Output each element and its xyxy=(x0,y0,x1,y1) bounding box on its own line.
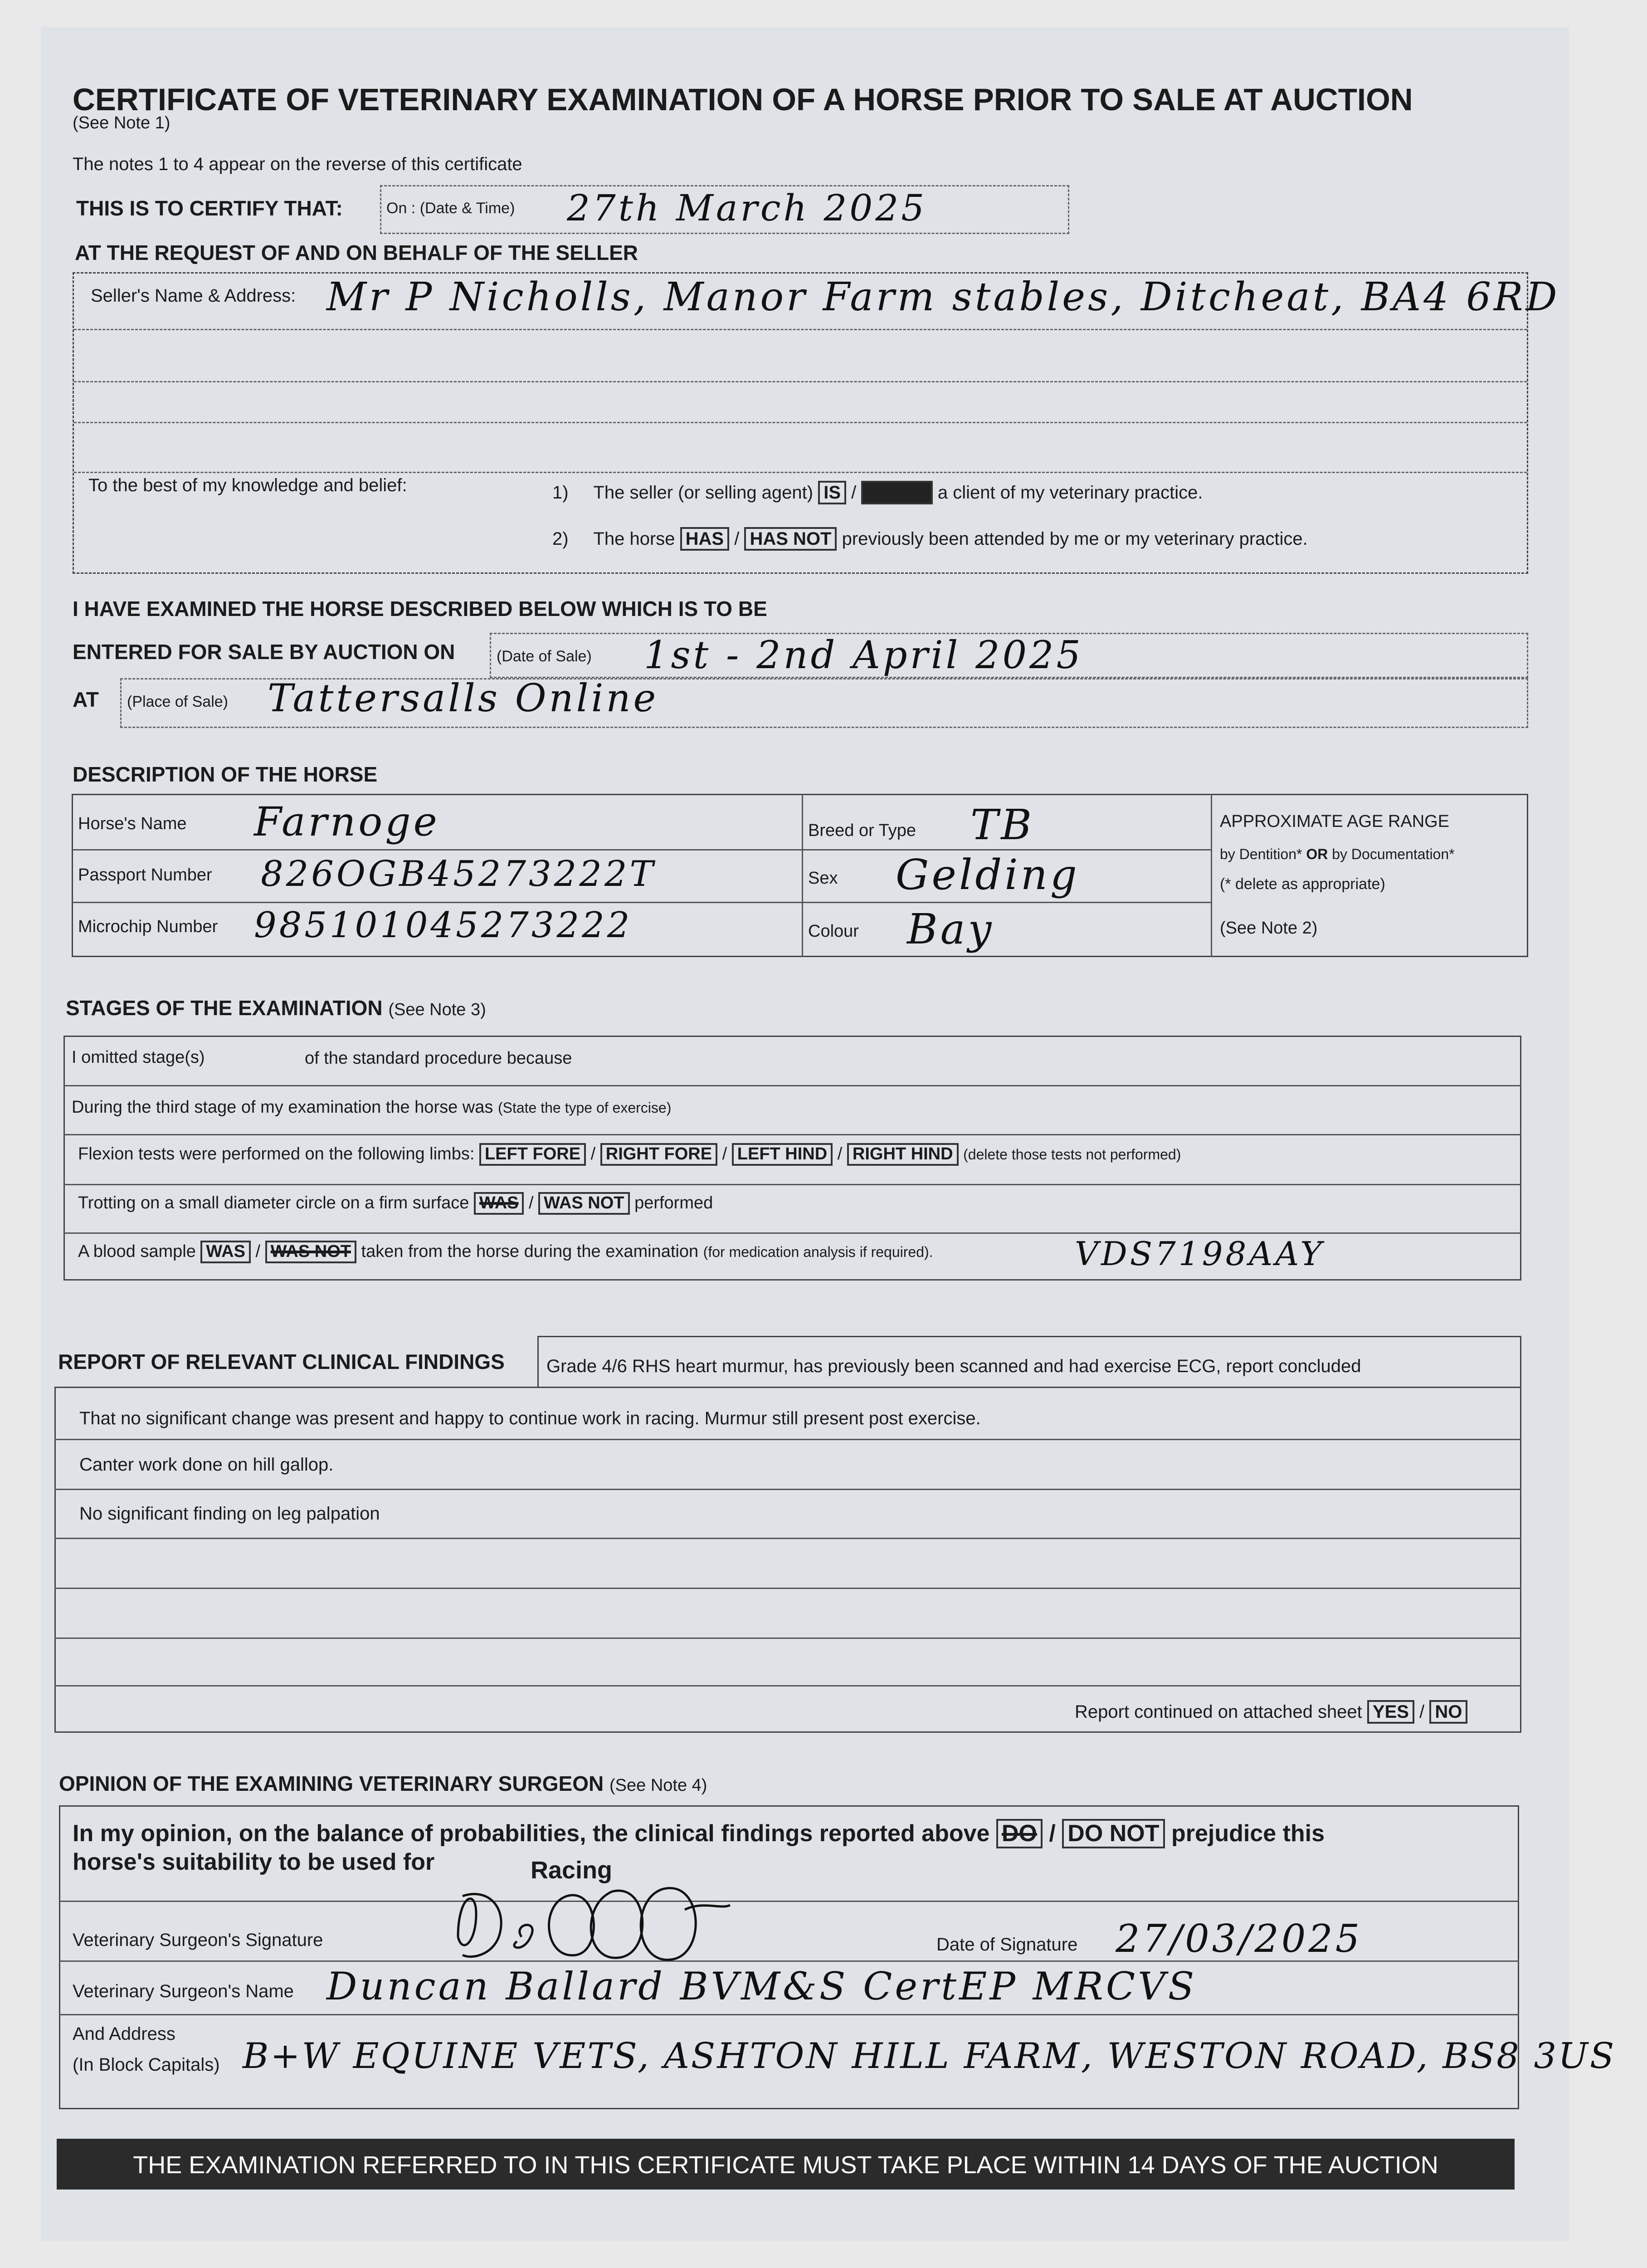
flexion-text: Flexion tests were performed on the following limbs: xyxy=(78,1144,475,1163)
horse-name-label: Horse's Name xyxy=(78,814,187,833)
left-hind-option[interactable]: LEFT HIND xyxy=(732,1143,833,1166)
sale-place-value: Tattersalls Online xyxy=(268,676,659,720)
stages-heading xyxy=(66,996,486,1020)
blood-slash: / xyxy=(255,1242,261,1261)
horse-name-value: Farnoge xyxy=(254,798,440,845)
opinion-slash: / xyxy=(1049,1820,1056,1847)
description-row-line-2 xyxy=(72,902,1211,903)
passport-label: Passport Number xyxy=(78,865,212,885)
opinion-text-c: horse's suitability to be used for xyxy=(73,1849,435,1875)
sale-place-label: (Place of Sale) xyxy=(127,693,228,710)
blood-text: A blood sample xyxy=(78,1242,196,1261)
knowledge-item1 xyxy=(552,481,1203,504)
stages-note: (See Note 3) xyxy=(388,1000,486,1019)
horse-has-not-option[interactable]: HAS NOT xyxy=(744,527,837,551)
blood-was-not-option[interactable]: WAS NOT xyxy=(265,1241,356,1263)
stages-line-2 xyxy=(63,1134,1521,1135)
sale-date-label: (Date of Sale) xyxy=(497,648,592,665)
left-fore-option[interactable]: LEFT FORE xyxy=(479,1143,586,1166)
passport-value: 826OGB45273222T xyxy=(261,854,656,894)
notes-reverse-line: The notes 1 to 4 appear on the reverse of this certificate xyxy=(73,154,522,174)
entered-label: ENTERED FOR SALE BY AUCTION ON xyxy=(73,640,455,664)
findings-rule-2 xyxy=(54,1489,1521,1490)
blood-was-option[interactable]: WAS xyxy=(200,1241,251,1263)
sex-label: Sex xyxy=(808,869,838,888)
opinion-do-option[interactable]: DO xyxy=(996,1819,1043,1848)
age-delete-note: (* delete as appropriate) xyxy=(1220,875,1385,893)
vet-signature xyxy=(449,1869,739,1969)
flexion-slash-1: / xyxy=(590,1144,596,1163)
microchip-label: Microchip Number xyxy=(78,917,218,936)
age-documentation[interactable]: by Documentation* xyxy=(1332,846,1455,862)
trot-line xyxy=(78,1192,713,1215)
trot-text: Trotting on a small diameter circle on a firm surface xyxy=(78,1193,469,1212)
age-method xyxy=(1220,846,1455,863)
report-continued xyxy=(1075,1700,1467,1724)
description-divider-1 xyxy=(802,794,803,957)
findings-line-4: No significant finding on leg palpation xyxy=(79,1504,380,1524)
certify-label: THIS IS TO CERTIFY THAT: xyxy=(76,196,343,220)
item1-slash: / xyxy=(851,483,857,503)
stages-line-1 xyxy=(63,1085,1521,1086)
report-continued-label: Report continued on attached sheet xyxy=(1075,1702,1362,1722)
seller-line-4 xyxy=(74,472,1527,473)
continued-no-option[interactable]: NO xyxy=(1429,1700,1467,1724)
horse-has-option[interactable]: HAS xyxy=(680,527,729,551)
item1-pre: The seller (or selling agent) xyxy=(593,483,814,503)
third-stage-note: (State the type of exercise) xyxy=(497,1100,672,1116)
opinion-do-not-option[interactable]: DO NOT xyxy=(1062,1819,1165,1848)
trot-was-option[interactable]: WAS xyxy=(474,1192,524,1215)
stages-line-4 xyxy=(63,1232,1521,1234)
opinion-rule-1 xyxy=(59,1901,1519,1902)
right-hind-option[interactable]: RIGHT HIND xyxy=(847,1143,959,1166)
date-sig-label: Date of Signature xyxy=(936,1935,1078,1955)
examined-line: I HAVE EXAMINED THE HORSE DESCRIBED BELOW WHICH IS TO BE xyxy=(73,597,767,621)
address-label-2: (In Block Capitals) xyxy=(73,2055,220,2075)
item2-post: previously been attended by me or my veterinary practice. xyxy=(842,529,1308,549)
vet-name-label: Veterinary Surgeon's Name xyxy=(73,1981,294,2001)
right-fore-option[interactable]: RIGHT FORE xyxy=(600,1143,717,1166)
omitted-label: I omitted stage(s) xyxy=(72,1048,205,1067)
stages-title: STAGES OF THE EXAMINATION xyxy=(66,996,383,1020)
colour-label: Colour xyxy=(808,922,859,941)
vet-name-value: Duncan Ballard BVM&S CertEP MRCVS xyxy=(326,1964,1197,2009)
trot-was-not-option[interactable]: WAS NOT xyxy=(538,1192,629,1215)
stages-line-3 xyxy=(63,1184,1521,1185)
age-see-note: (See Note 2) xyxy=(1220,919,1318,938)
third-stage-line xyxy=(72,1098,671,1117)
seller-value: Mr P Nicholls, Manor Farm stables, Ditcheat, BA4 6RD xyxy=(326,274,1560,320)
flexion-note: (delete those tests not performed) xyxy=(963,1146,1181,1163)
description-heading: DESCRIPTION OF THE HORSE xyxy=(73,763,378,786)
findings-rule-5 xyxy=(54,1637,1521,1639)
flexion-slash-3: / xyxy=(837,1144,843,1163)
opinion-rule-3 xyxy=(59,2014,1519,2015)
age-or: OR xyxy=(1306,846,1328,862)
exam-date-label: On : (Date & Time) xyxy=(386,200,515,217)
findings-rule-3 xyxy=(54,1538,1521,1539)
seller-line-3 xyxy=(74,422,1527,423)
findings-line-3: Canter work done on hill gallop. xyxy=(79,1455,334,1475)
item2-pre: The horse xyxy=(593,529,675,549)
client-is-not-option[interactable]: IS NOT xyxy=(861,481,932,504)
seller-label: Seller's Name & Address: xyxy=(91,286,296,306)
item2-slash: / xyxy=(734,529,740,549)
opinion-text-b: prejudice this xyxy=(1171,1820,1325,1847)
trot-slash: / xyxy=(529,1193,534,1212)
footer-banner-text: THE EXAMINATION REFERRED TO IN THIS CERTIFICATE MUST TAKE PLACE WITHIN 14 DAYS OF THE AUCTION xyxy=(133,2151,1438,2179)
description-divider-2 xyxy=(1211,794,1212,957)
knowledge-label: To the best of my knowledge and belief: xyxy=(88,475,407,495)
flexion-slash-2: / xyxy=(722,1144,727,1163)
breed-value: TB xyxy=(970,801,1034,849)
client-is-option[interactable]: IS xyxy=(818,481,846,504)
vet-address-value: B+W EQUINE VETS, ASHTON HILL FARM, WESTON ROAD, BS8 3US xyxy=(243,2036,1616,2077)
findings-heading: REPORT OF RELEVANT CLINICAL FINDINGS xyxy=(58,1350,505,1374)
opinion-note: (See Note 4) xyxy=(609,1776,707,1795)
opinion-use-value: Racing xyxy=(531,1857,613,1884)
blood-sample-ref: VDS7198AAY xyxy=(1075,1235,1325,1273)
third-stage-text: During the third stage of my examination the horse was xyxy=(72,1098,493,1117)
age-dentition[interactable]: by Dentition* xyxy=(1220,846,1302,862)
seller-line-2 xyxy=(74,381,1527,382)
trot-post: performed xyxy=(634,1193,713,1212)
blood-note: (for medication analysis if required). xyxy=(703,1244,933,1260)
address-label-1: And Address xyxy=(73,2024,175,2044)
knowledge-item2 xyxy=(552,527,1308,551)
item2-num: 2) xyxy=(552,529,569,549)
signature-label: Veterinary Surgeon's Signature xyxy=(73,1930,323,1950)
findings-rule-4 xyxy=(54,1588,1521,1589)
opinion-text-line-1 xyxy=(73,1819,1325,1848)
breed-label: Breed or Type xyxy=(808,821,916,840)
at-label: AT xyxy=(73,688,99,711)
certificate-title: CERTIFICATE OF VETERINARY EXAMINATION OF A HORSE PRIOR TO SALE AT AUCTION xyxy=(73,82,1413,117)
item1-num: 1) xyxy=(552,483,569,503)
date-sig-value: 27/03/2025 xyxy=(1116,1916,1363,1961)
seller-line-1 xyxy=(74,329,1527,330)
continued-slash: / xyxy=(1419,1702,1425,1722)
sale-date-value: 1st - 2nd April 2025 xyxy=(644,633,1083,677)
findings-line-2: That no significant change was present and happy to continue work in racing. Murmur still present post exercise. xyxy=(79,1408,981,1428)
exam-date-value: 27th March 2025 xyxy=(567,187,927,229)
item1-post: a client of my veterinary practice. xyxy=(937,483,1203,503)
colour-value: Bay xyxy=(907,905,994,953)
opinion-text-a: In my opinion, on the balance of probabilities, the clinical findings reported above xyxy=(73,1820,990,1847)
blood-post: taken from the horse during the examination xyxy=(361,1242,699,1261)
opinion-heading: OPINION OF THE EXAMINING VETERINARY SURGEON xyxy=(59,1772,604,1795)
omitted-because: of the standard procedure because xyxy=(305,1049,572,1068)
see-note-1: (See Note 1) xyxy=(73,113,171,132)
flexion-line xyxy=(78,1143,1181,1166)
continued-yes-option[interactable]: YES xyxy=(1367,1700,1414,1724)
request-line: AT THE REQUEST OF AND ON BEHALF OF THE SELLER xyxy=(75,241,638,264)
microchip-value: 985101045273222 xyxy=(254,905,633,946)
findings-rule-1 xyxy=(54,1439,1521,1440)
age-heading: APPROXIMATE AGE RANGE xyxy=(1220,812,1450,831)
blood-line xyxy=(78,1241,933,1263)
opinion-heading-line xyxy=(59,1771,707,1796)
sex-value: Gelding xyxy=(896,850,1080,899)
findings-line-1: Grade 4/6 RHS heart murmur, has previously been scanned and had exercise ECG, report concluded xyxy=(546,1356,1361,1376)
findings-rule-6 xyxy=(54,1685,1521,1686)
